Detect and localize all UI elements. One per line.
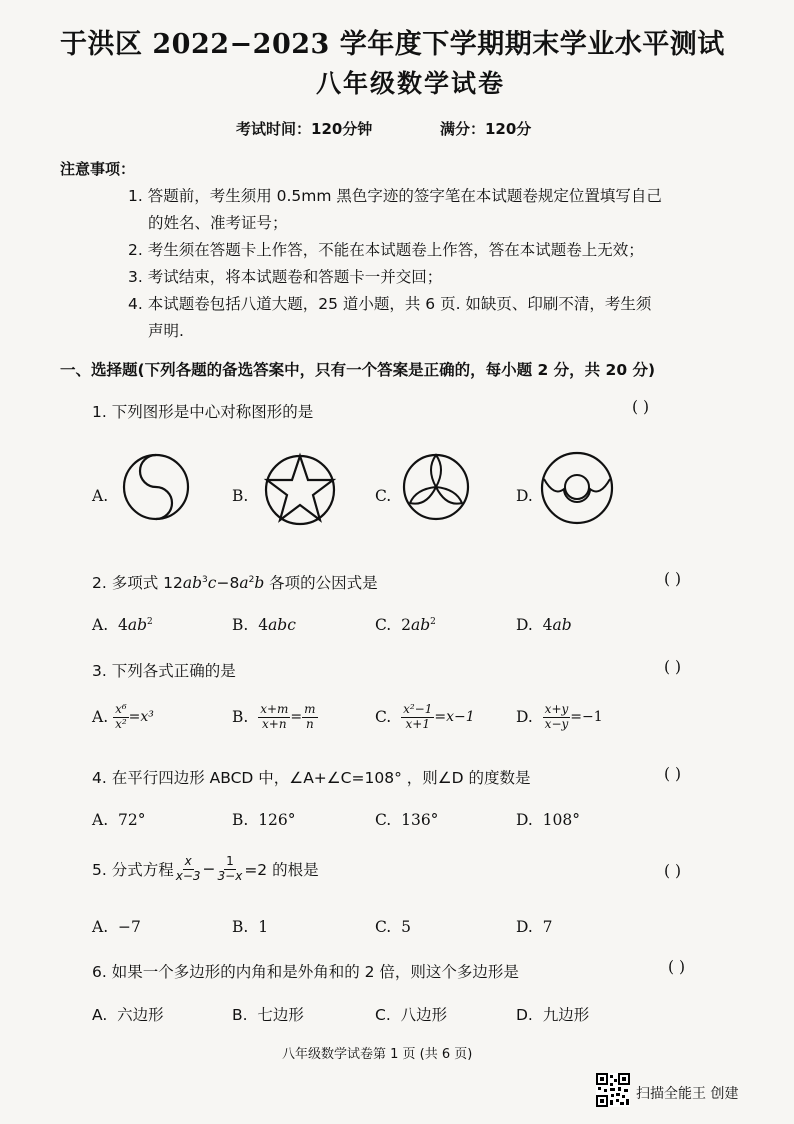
option-d: D. 7 (516, 918, 553, 936)
question-3-stem: 3. 下列各式正确的是 (92, 662, 236, 680)
option-d: D. 108° (516, 811, 581, 829)
question-1-stem: 1. 下列图形是中心对称图形的是 (92, 403, 314, 421)
option-label: B. (232, 487, 249, 505)
scanner-watermark: 扫描全能王 创建 (636, 1086, 739, 1102)
note-item: 1. 答题前，考生须用 0.5mm 黑色字迹的签字笔在本试题卷规定位置填写自己 (128, 187, 662, 205)
option-a: A. 72° (92, 811, 146, 829)
option-b: B. 七边形 (232, 1006, 304, 1024)
page-footer: 八年级数学试卷第 1 页 (共 6 页) (282, 1047, 473, 1062)
note-item: 2. 考生须在答题卡上作答，不能在本试题卷上作答，答在本试题卷上无效； (128, 241, 644, 259)
option-b: B. 1 (232, 918, 269, 936)
option-d: D. $\frac{x+y}{x-y}$ =−1 (516, 702, 603, 731)
answer-paren: ( ) (668, 958, 686, 976)
three-petal-figure (400, 451, 472, 523)
option-a: A. $4ab^2$ (92, 616, 153, 634)
answer-paren: ( ) (664, 658, 682, 676)
option-d: D. 4ab (516, 616, 572, 634)
option-d: D. 九边形 (516, 1006, 590, 1024)
yin-yang-figure (120, 451, 192, 523)
question-4-stem: 4. 在平行四边形 ABCD 中，∠A+∠C=108° ，则∠D 的度数是 (92, 769, 531, 787)
exam-time: 考试时间：120分钟 (236, 120, 373, 138)
option-a: A. 六边形 (92, 1006, 164, 1024)
option-a: A. −7 (92, 918, 141, 936)
option-label: D. (516, 487, 533, 505)
option-b: B. 4abc (232, 616, 296, 634)
option-label: C. (375, 487, 392, 505)
option-b: B. 126° (232, 811, 296, 829)
note-item: 3. 考试结束，将本试题卷和答题卡一并交回； (128, 268, 443, 286)
option-c: C. 八边形 (375, 1006, 448, 1024)
full-score: 满分：120分 (440, 120, 532, 138)
exam-title: 于洪区 2022−2023 学年度下学期期末学业水平测试 (60, 29, 725, 60)
star-circle-figure (262, 451, 338, 527)
answer-paren: ( ) (632, 398, 650, 416)
note-item: 4. 本试题卷包括八道大题，25 道小题，共 6 页. 如缺页、印刷不清，考生须 (128, 295, 652, 313)
section-heading: 一、选择题(下列各题的备选答案中，只有一个答案是正确的，每小题 2 分，共 20 分) (60, 361, 656, 379)
question-2-stem: 2. 多项式 $12ab^3c-8a^2b$ 各项的公因式是 (92, 574, 378, 592)
question-6-stem: 6. 如果一个多边形的内角和是外角和的 2 倍，则这个多边形是 (92, 963, 519, 981)
option-b: B. $\frac{x+m}{x+n}$ = $\frac{m}{n}$ (232, 702, 316, 731)
qr-code-icon (596, 1073, 630, 1107)
note-item: 的姓名、准考证号； (148, 214, 288, 232)
answer-paren: ( ) (664, 765, 682, 783)
option-label: A. (92, 487, 109, 505)
option-c: C. 136° (375, 811, 439, 829)
option-c: C. 5 (375, 918, 411, 936)
option-c: C. $2ab^2$ (375, 616, 436, 634)
answer-paren: ( ) (664, 570, 682, 588)
option-c: C. $\frac{\text{x²−1}}{x+1}$ =x−1 (375, 702, 475, 731)
question-5-stem: 5. 分式方程 $\frac{x}{x-3}$ − $\frac{1}{3-x}$ =2 的根是 (92, 854, 319, 883)
answer-paren: ( ) (664, 862, 682, 880)
exam-subtitle: 八年级数学试卷 (316, 69, 506, 98)
notes-heading: 注意事项： (60, 160, 136, 178)
option-a: A. $\frac{\text{x⁶}}{\text{x²}}$ =x³ (92, 702, 154, 731)
note-item: 声明. (148, 322, 184, 340)
circle-with-arcs-figure (538, 449, 616, 527)
